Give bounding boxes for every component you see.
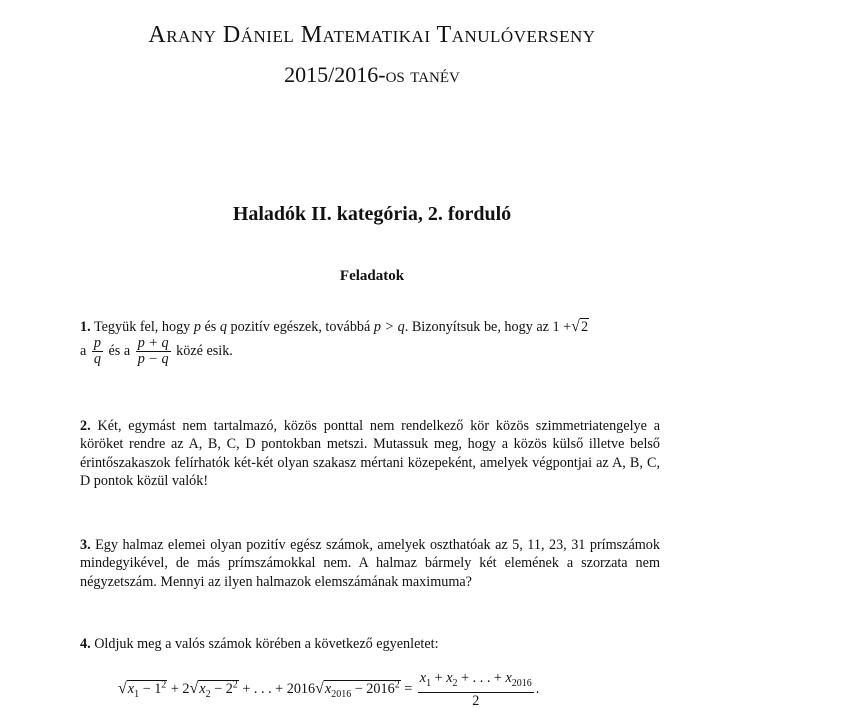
problem-text: és a	[108, 343, 131, 360]
problem-number: 1.	[80, 319, 91, 335]
math-condition: p > q	[373, 319, 405, 335]
problem-number: 3.	[80, 537, 91, 553]
fraction-numerator: p + q	[137, 335, 169, 352]
fraction-denominator: q	[93, 351, 101, 368]
problem-2	[80, 417, 660, 491]
sqrt-symbol: √	[571, 318, 580, 335]
problem-text: . Bizonyítsuk be, hogy az	[404, 319, 549, 335]
math-var: q	[219, 319, 227, 335]
school-year	[0, 62, 744, 88]
fraction-numerator: p	[93, 335, 101, 352]
problem-text: Két, egymást nem tartalmazó, közös ponttal nem rendelkező kör közös szimmetriatengelye a köröket rendre az A, B, C, D pontokban metszi. Mutassuk meg, hogy a közös külső illetve belső érintőszakaszok felírhatók két-két olyan szakasz mértani közepeként, amelyek végpontjai az A, B, C, D pontok közül valók!	[80, 418, 660, 490]
problem-number: 2.	[80, 418, 91, 434]
problem-4	[80, 635, 660, 653]
equation-fraction: $\frac{x_1 + x_2 + . . . + x_{2016}}{2}$	[419, 670, 532, 709]
school-year-prefix: 2015/2016-	[284, 62, 386, 87]
category-title: Haladók II. kategória, 2. forduló	[232, 203, 512, 225]
problem-text: közé esik.	[176, 343, 233, 360]
problem-text: a	[80, 343, 87, 360]
problem-text: és	[204, 319, 217, 335]
competition-title: Arany Dániel Matematikai Tanulóverseny	[148, 22, 596, 48]
problem-text: Egy halmaz elemei olyan pozitív egész számok, amelyek oszthatóak az 5, 11, 23, 31 prímszámok mindegyikével, de más prímszámokkal nem. A halmaz bármely két elemének a szorzata nem négyzetszám. Mennyi az ilyen halmazok elemszámának maximuma?	[80, 537, 660, 590]
problem-1	[80, 318, 660, 367]
problem-3	[80, 536, 660, 591]
problem-text: Oldjuk meg a valós számok körében a következő egyenletet:	[94, 636, 439, 652]
fraction-denominator: p − q	[137, 351, 169, 368]
problem-text: pozitív egészek, továbbá	[230, 319, 371, 335]
fraction-sum-over-diff	[136, 336, 171, 367]
sqrt-radicand: 2	[580, 319, 589, 335]
equation: $√x_1 - 1^2 + 2√x_2 - 2^2$ + . . . + $2016√x_{2016} - 2016^2$ = $\frac{x_1 + x_2 + . . . + x_{2016}}{2}$ .	[118, 670, 540, 709]
math-expr: 1 +	[552, 319, 572, 335]
problem-text: Tegyük fel, hogy	[93, 319, 191, 335]
school-year-suffix: os tanév	[385, 62, 460, 87]
problem-number: 4.	[80, 636, 91, 652]
section-title: Feladatok	[339, 268, 405, 284]
fraction-p-over-q	[92, 336, 103, 367]
math-var: p	[193, 319, 201, 335]
